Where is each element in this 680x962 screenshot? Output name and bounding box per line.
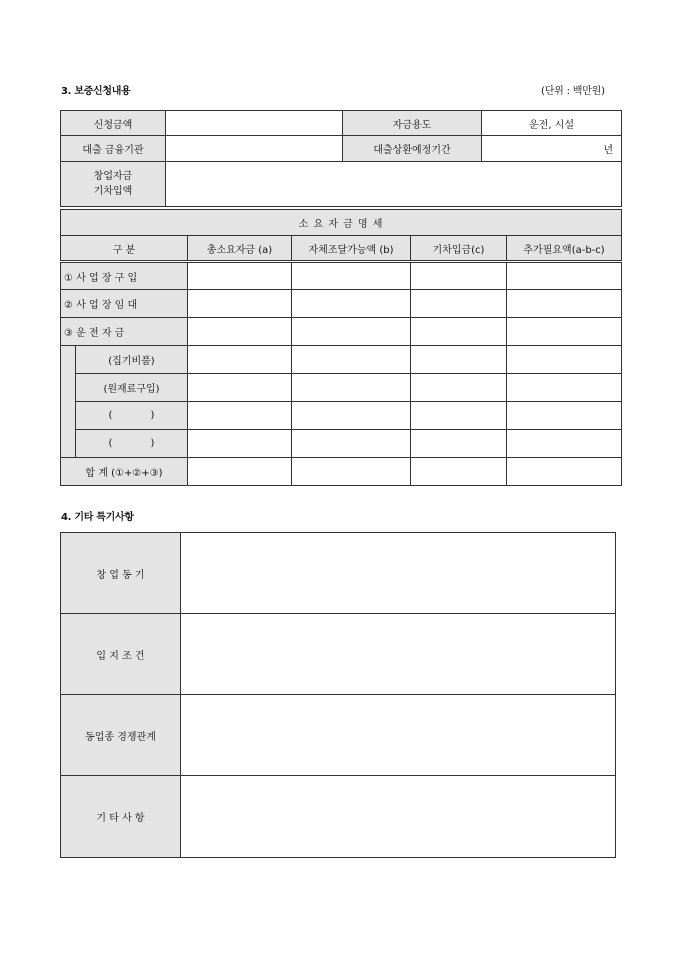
competition-field[interactable] <box>181 695 616 776</box>
repayment-period-field[interactable]: 년 <box>482 136 622 162</box>
repayment-period-label: 대출상환예정기간 <box>343 136 482 162</box>
requested-amount-label: 신청금액 <box>61 111 166 136</box>
application-info-table <box>60 110 622 207</box>
location-conditions-label: 입 지 조 건 <box>61 614 181 695</box>
cell-operating-borrowed[interactable] <box>411 318 507 346</box>
cell-purchase-additional[interactable] <box>507 262 622 290</box>
cell-materials-additional[interactable] <box>507 374 622 402</box>
cell-fixtures-additional[interactable] <box>507 346 622 374</box>
fund-purpose-field[interactable]: 운전, 시설 <box>482 111 622 136</box>
other-matters-field[interactable] <box>181 776 616 858</box>
cell-other1-borrowed[interactable] <box>411 402 507 430</box>
cell-fixtures-total[interactable] <box>188 346 292 374</box>
cell-materials-borrowed[interactable] <box>411 374 507 402</box>
cell-purchase-self[interactable] <box>292 262 411 290</box>
row-label-purchase: ① 사 업 장 구 입 <box>61 262 188 290</box>
col-header-self-funded: 자체조달가능액 (b) <box>292 236 411 262</box>
requested-amount-field[interactable] <box>166 111 343 136</box>
row-label-total: 합 계 (①+②+③) <box>61 458 188 486</box>
col-header-borrowed: 기차입금(c) <box>411 236 507 262</box>
cell-lease-total[interactable] <box>188 290 292 318</box>
col-header-category: 구 분 <box>61 236 188 262</box>
cell-operating-additional[interactable] <box>507 318 622 346</box>
cell-purchase-total[interactable] <box>188 262 292 290</box>
row-label-operating: ③ 운 전 자 금 <box>61 318 188 346</box>
row-label-lease: ② 사 업 장 임 대 <box>61 290 188 318</box>
cell-operating-self[interactable] <box>292 318 411 346</box>
cell-lease-additional[interactable] <box>507 290 622 318</box>
col-header-total: 총소요자금 (a) <box>188 236 292 262</box>
row-label-fixtures: (집기비품) <box>76 346 188 374</box>
row-label-other-2: ( ) <box>76 430 188 458</box>
cell-other1-total[interactable] <box>188 402 292 430</box>
lender-field[interactable] <box>166 136 343 162</box>
lender-label: 대출 금융기관 <box>61 136 166 162</box>
cell-other2-total[interactable] <box>188 430 292 458</box>
cell-other1-self[interactable] <box>292 402 411 430</box>
section4-title: 4. 기타 특기사항 <box>61 512 134 523</box>
startup-borrowed-field[interactable] <box>166 162 622 207</box>
cell-total-borrowed[interactable] <box>411 458 507 486</box>
cell-total-total[interactable] <box>188 458 292 486</box>
cell-fixtures-self[interactable] <box>292 346 411 374</box>
competition-label: 동업종 경쟁관계 <box>61 695 181 776</box>
location-conditions-field[interactable] <box>181 614 616 695</box>
required-funds-title: 소 요 자 금 명 세 <box>61 210 622 236</box>
cell-other2-borrowed[interactable] <box>411 430 507 458</box>
col-header-additional: 추가필요액(a-b-c) <box>507 236 622 262</box>
cell-fixtures-borrowed[interactable] <box>411 346 507 374</box>
cell-total-self[interactable] <box>292 458 411 486</box>
other-notes-table <box>60 532 616 858</box>
startup-borrowed-label-line1: 창업자금 <box>93 171 133 182</box>
section3-title: 3. 보증신청내용 <box>61 86 131 97</box>
startup-borrowed-label <box>61 162 166 207</box>
cell-other1-additional[interactable] <box>507 402 622 430</box>
cell-other2-self[interactable] <box>292 430 411 458</box>
operating-subgroup-indent <box>61 346 76 458</box>
startup-borrowed-label-line2: 기차입액 <box>93 186 133 197</box>
cell-total-additional[interactable] <box>507 458 622 486</box>
startup-motive-field[interactable] <box>181 533 616 614</box>
cell-lease-borrowed[interactable] <box>411 290 507 318</box>
cell-purchase-borrowed[interactable] <box>411 262 507 290</box>
startup-motive-label: 창 업 동 기 <box>61 533 181 614</box>
cell-materials-self[interactable] <box>292 374 411 402</box>
unit-label: (단위 : 백만원) <box>541 86 605 97</box>
row-label-materials: (원재료구입) <box>76 374 188 402</box>
cell-lease-self[interactable] <box>292 290 411 318</box>
cell-operating-total[interactable] <box>188 318 292 346</box>
row-label-other-1: ( ) <box>76 402 188 430</box>
fund-purpose-label: 자금용도 <box>343 111 482 136</box>
cell-other2-additional[interactable] <box>507 430 622 458</box>
cell-materials-total[interactable] <box>188 374 292 402</box>
other-matters-label: 기 타 사 항 <box>61 776 181 858</box>
required-funds-table <box>60 209 622 486</box>
